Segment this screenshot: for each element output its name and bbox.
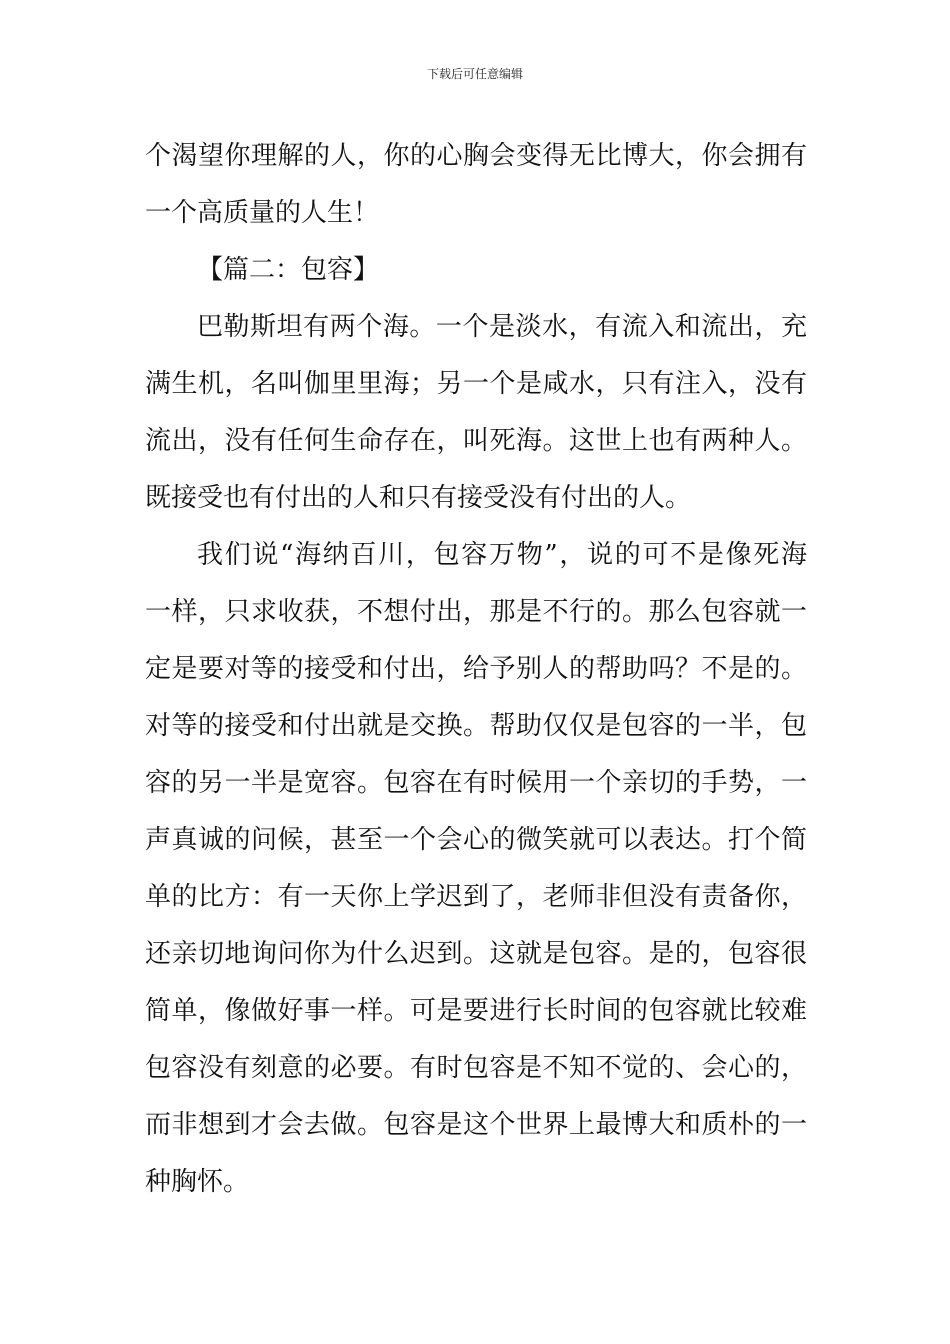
text-line: 我们说“海纳百川，包容万物”，说的可不是像死海 (197, 540, 807, 570)
text-line: 流出，没有任何生命存在，叫死海。这世上也有两种人。 (145, 426, 807, 456)
text-line: 定是要对等的接受和付出，给予别人的帮助吗？不是的。 (145, 654, 807, 684)
text-line: 一样，只求收获，不想付出，那是不行的。那么包容就一 (145, 597, 807, 627)
text-line: 满生机，名叫伽里里海；另一个是咸水，只有注入，没有 (145, 369, 807, 399)
text-line: 容的另一半是宽容。包容在有时候用一个亲切的手势，一 (145, 768, 807, 798)
text-line: 种胸怀。 (145, 1167, 250, 1197)
text-line: 一个高质量的人生！ (145, 198, 380, 228)
page-header: 下载后可任意编辑 (426, 67, 523, 81)
text-line: 还亲切地询问你为什么迟到。这就是包容。是的，包容很 (145, 939, 807, 969)
document-body (145, 128, 807, 1211)
text-line: 巴勒斯坦有两个海。一个是淡水，有流入和流出，充 (197, 312, 807, 342)
text-line: 个渴望你理解的人，你的心胸会变得无比博大，你会拥有 (145, 141, 807, 171)
text-line: 简单，像做好事一样。可是要进行长时间的包容就比较难 (145, 996, 807, 1026)
text-line: 声真诚的问候，甚至一个会心的微笑就可以表达。打个简 (145, 825, 807, 855)
section-heading: 【篇二：包容】 (197, 255, 380, 285)
text-line: 单的比方：有一天你上学迟到了，老师非但没有责备你， (145, 882, 807, 912)
text-line: 而非想到才会去做。包容是这个世界上最博大和质朴的一 (145, 1110, 807, 1140)
text-line: 对等的接受和付出就是交换。帮助仅仅是包容的一半，包 (145, 711, 807, 741)
text-line: 包容没有刻意的必要。有时包容是不知不觉的、会心的， (145, 1053, 807, 1083)
text-line: 既接受也有付出的人和只有接受没有付出的人。 (145, 483, 692, 513)
